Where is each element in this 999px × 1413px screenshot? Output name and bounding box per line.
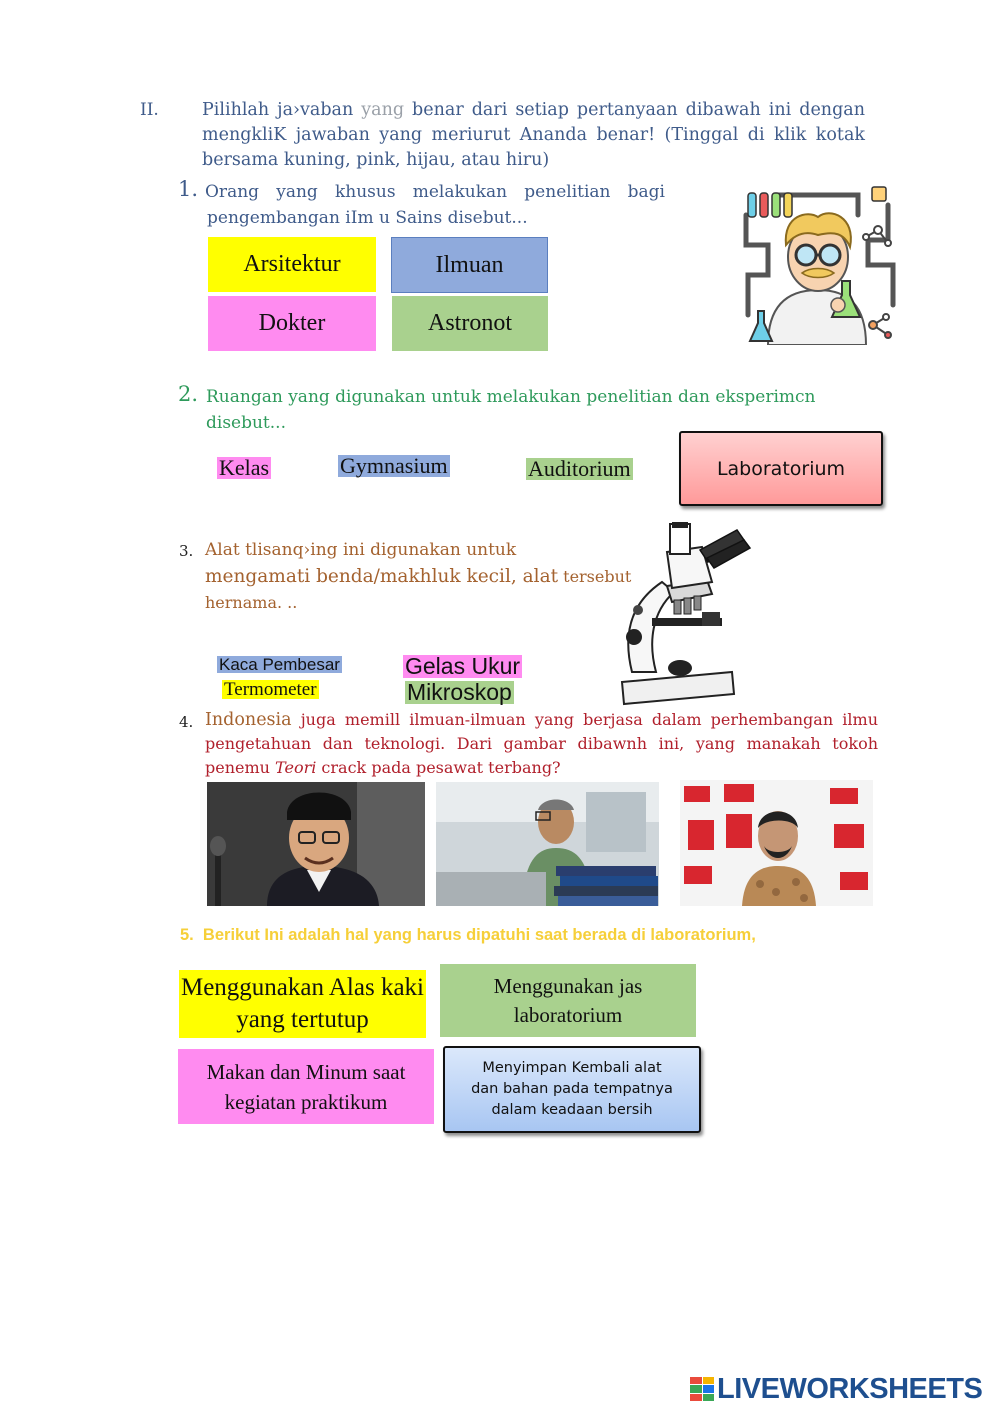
q1-line-1: Orang yang khusus melakukan penelitian bagi xyxy=(205,182,665,202)
instruction-line-1: Pilihlah ja›vaban yang benar dari setiap pertanyaan dibawah ini dengan xyxy=(202,100,865,120)
q2-option-kelas[interactable]: Kelas xyxy=(219,455,270,480)
q5-option-3-line-1: Makan dan Minum saat xyxy=(206,1059,406,1084)
q5-option-makan-minum[interactable] xyxy=(178,1049,434,1124)
q2-question xyxy=(206,384,846,436)
q2-number: 2. xyxy=(178,382,199,406)
liveworksheets-brand: LIVEWORKSHEETS xyxy=(717,1372,983,1405)
q5-option-jas-laboratorium[interactable] xyxy=(440,964,696,1037)
q2-option-gymnasium[interactable]: Gymnasium xyxy=(340,453,448,478)
q2-option-laboratorium[interactable]: Laboratorium xyxy=(679,431,883,506)
q3-number: 3. xyxy=(179,542,194,560)
q5-title: 5. Berikut Ini adalah hal yang harus dipatuhi saat berada di laboratorium, xyxy=(180,926,756,944)
q4-photo-2[interactable] xyxy=(436,782,659,906)
q5-option-alas-kaki[interactable] xyxy=(179,970,426,1038)
scientist-illustration xyxy=(738,185,900,345)
q1-line-2: pengembangan iIm u Sains disebut... xyxy=(207,208,528,228)
q1-option-ilmuan[interactable]: Ilmuan xyxy=(391,237,548,293)
section-instruction xyxy=(202,98,865,173)
microscope-image xyxy=(612,522,762,710)
q2-line-2: disebut... xyxy=(206,413,286,433)
q1-option-arsitektur[interactable]: Arsitektur xyxy=(208,237,376,292)
q1-question xyxy=(205,179,665,231)
q3-question xyxy=(205,538,632,615)
q3-option-kaca-pembesar[interactable]: Kaca Pembesar xyxy=(219,655,340,674)
q2-option-auditorium[interactable]: Auditorium xyxy=(528,456,631,481)
q1-option-astronot[interactable]: Astronot xyxy=(392,296,548,351)
q3-option-mikroskop[interactable]: Mikroskop xyxy=(407,679,512,705)
instruction-line-2: mengkliK jawaban yang meriurut Ananda benar! (Tinggal di klik kotak xyxy=(202,125,865,145)
liveworksheets-logo[interactable] xyxy=(690,1374,982,1404)
q1-number: 1. xyxy=(178,177,199,201)
q4-number: 4. xyxy=(179,713,194,731)
q4-photo-3[interactable] xyxy=(680,780,873,906)
q3-option-termometer[interactable]: Termometer xyxy=(224,679,317,700)
q5-option-1-line-2: yang tertutup xyxy=(236,1006,369,1033)
q4-line-3: penemu Teori crack pada pesawat terbang? xyxy=(205,758,561,777)
liveworksheets-logo-icon xyxy=(690,1377,714,1401)
q5-option-3-line-2: kegiatan praktikum xyxy=(224,1089,388,1114)
q5-option-4-line-1: Menyimpan Kembali alat xyxy=(482,1060,662,1076)
q4-line-2: pengetahuan dan teknologi. Dari gambar dibawnh ini, yang manakah tokoh xyxy=(205,734,878,753)
q5-option-4-line-3: dalam keadaan bersih xyxy=(491,1102,653,1118)
q5-option-1-line-1: Menggunakan Alas kaki xyxy=(180,974,424,1001)
q3-line-2: mengamati benda/makhluk kecil, alat tersebut xyxy=(205,566,632,587)
q4-line-1: Indonesia juga memill ilmuan-ilmuan yang berjasa dalam perhembangan ilmu xyxy=(205,710,878,730)
q3-line-3: hernama. .. xyxy=(205,593,298,612)
q4-question xyxy=(205,708,878,780)
q5-option-2-line-2: laboratorium xyxy=(513,1002,623,1027)
q4-photo-1[interactable] xyxy=(207,782,425,906)
q3-line-1: Alat tlisanq›ing ini digunakan untuk xyxy=(205,540,517,560)
q5-option-2-line-1: Menggunakan jas xyxy=(493,973,643,998)
q5-option-menyimpan-kembali[interactable] xyxy=(443,1046,701,1133)
section-numeral: II. xyxy=(140,100,159,120)
q2-line-1: Ruangan yang digunakan untuk melakukan penelitian dan eksperimcn xyxy=(206,387,816,407)
instruction-line-3: bersama kuning, pink, hijau, atau hiru) xyxy=(202,150,550,170)
q3-option-gelas-ukur[interactable]: Gelas Ukur xyxy=(405,653,521,679)
q5-option-4-line-2: dan bahan pada tempatnya xyxy=(471,1081,673,1097)
q1-option-dokter[interactable]: Dokter xyxy=(208,296,376,351)
